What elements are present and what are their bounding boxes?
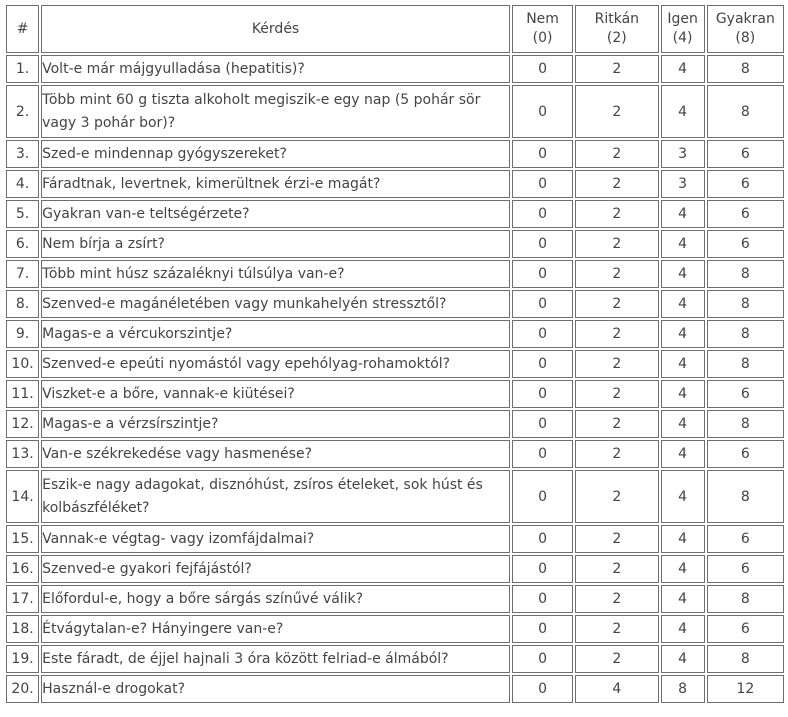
row-number: 19. <box>6 645 39 673</box>
table-row <box>6 410 784 438</box>
question-text: Szenved-e gyakori fejfájástól? <box>41 555 510 583</box>
score-nem: 0 <box>512 410 573 438</box>
table-header <box>6 5 784 53</box>
table-body <box>6 55 784 703</box>
score-ritkan: 2 <box>575 350 658 378</box>
score-ritkan: 2 <box>575 380 658 408</box>
score-igen: 4 <box>661 615 705 643</box>
row-number: 10. <box>6 350 39 378</box>
score-ritkan: 2 <box>575 440 658 468</box>
score-gyakran: 8 <box>707 585 784 613</box>
question-text: Használ-e drogokat? <box>41 675 510 703</box>
score-gyakran: 8 <box>707 260 784 288</box>
column-header-points: (4) <box>672 30 693 46</box>
score-igen: 4 <box>661 230 705 258</box>
score-ritkan: 2 <box>575 140 658 168</box>
row-number: 6. <box>6 230 39 258</box>
question-text: Volt-e már májgyulladása (hepatitis)? <box>41 55 510 83</box>
score-ritkan: 2 <box>575 525 658 553</box>
row-number: 8. <box>6 290 39 318</box>
question-text: Viszket-e a bőre, vannak-e kiütései? <box>41 380 510 408</box>
score-nem: 0 <box>512 85 573 138</box>
score-gyakran: 12 <box>707 675 784 703</box>
table-row <box>6 85 784 138</box>
score-ritkan: 2 <box>575 555 658 583</box>
score-gyakran: 6 <box>707 140 784 168</box>
score-nem: 0 <box>512 675 573 703</box>
score-ritkan: 2 <box>575 55 658 83</box>
score-igen: 4 <box>661 440 705 468</box>
score-igen: 4 <box>661 320 705 348</box>
question-text: Étvágytalan-e? Hányingere van-e? <box>41 615 510 643</box>
row-number: 4. <box>6 170 39 198</box>
score-ritkan: 2 <box>575 470 658 523</box>
question-text: Szenved-e magánéletében vagy munkahelyén stressztől? <box>41 290 510 318</box>
score-nem: 0 <box>512 615 573 643</box>
score-gyakran: 8 <box>707 320 784 348</box>
column-header-igen <box>661 5 705 53</box>
score-gyakran: 6 <box>707 200 784 228</box>
score-igen: 3 <box>661 140 705 168</box>
score-ritkan: 2 <box>575 410 658 438</box>
score-gyakran: 8 <box>707 85 784 138</box>
score-igen: 4 <box>661 585 705 613</box>
row-number: 7. <box>6 260 39 288</box>
table-row <box>6 645 784 673</box>
score-ritkan: 2 <box>575 230 658 258</box>
question-text: Eszik-e nagy adagokat, disznóhúst, zsíros ételeket, sok húst és kolbászféléket? <box>41 470 510 523</box>
row-number: 13. <box>6 440 39 468</box>
score-nem: 0 <box>512 55 573 83</box>
score-nem: 0 <box>512 380 573 408</box>
row-number: 20. <box>6 675 39 703</box>
table-row <box>6 350 784 378</box>
score-nem: 0 <box>512 440 573 468</box>
score-gyakran: 8 <box>707 55 784 83</box>
table-row <box>6 170 784 198</box>
question-text: Szenved-e epeúti nyomástól vagy epehólyag-rohamoktól? <box>41 350 510 378</box>
score-gyakran: 8 <box>707 470 784 523</box>
question-text: Előfordul-e, hogy a bőre sárgás színűvé válik? <box>41 585 510 613</box>
score-nem: 0 <box>512 320 573 348</box>
score-ritkan: 2 <box>575 290 658 318</box>
score-nem: 0 <box>512 140 573 168</box>
table-row <box>6 440 784 468</box>
row-number: 12. <box>6 410 39 438</box>
score-nem: 0 <box>512 585 573 613</box>
column-header-nem <box>512 5 573 53</box>
row-number: 11. <box>6 380 39 408</box>
table-row <box>6 200 784 228</box>
row-number: 3. <box>6 140 39 168</box>
question-text: Több mint húsz százaléknyi túlsúlya van-e? <box>41 260 510 288</box>
score-nem: 0 <box>512 200 573 228</box>
table-row <box>6 55 784 83</box>
header-row <box>6 5 784 53</box>
table-row <box>6 555 784 583</box>
score-gyakran: 6 <box>707 615 784 643</box>
score-gyakran: 6 <box>707 380 784 408</box>
score-igen: 4 <box>661 290 705 318</box>
score-ritkan: 2 <box>575 260 658 288</box>
row-number: 14. <box>6 470 39 523</box>
score-igen: 4 <box>661 85 705 138</box>
question-text: Magas-e a vércukorszintje? <box>41 320 510 348</box>
column-header-ritkan <box>575 5 658 53</box>
row-number: 2. <box>6 85 39 138</box>
table-row <box>6 320 784 348</box>
row-number: 5. <box>6 200 39 228</box>
score-ritkan: 2 <box>575 645 658 673</box>
score-igen: 4 <box>661 55 705 83</box>
score-gyakran: 6 <box>707 525 784 553</box>
score-ritkan: 2 <box>575 170 658 198</box>
question-text: Szed-e mindennap gyógyszereket? <box>41 140 510 168</box>
row-number: 15. <box>6 525 39 553</box>
score-nem: 0 <box>512 645 573 673</box>
question-text: Vannak-e végtag- vagy izomfájdalmai? <box>41 525 510 553</box>
score-igen: 4 <box>661 555 705 583</box>
column-header-points: (8) <box>735 30 756 46</box>
question-text: Este fáradt, de éjjel hajnali 3 óra között felriad-e álmából? <box>41 645 510 673</box>
row-number: 9. <box>6 320 39 348</box>
score-nem: 0 <box>512 470 573 523</box>
score-igen: 4 <box>661 200 705 228</box>
column-header-label: Igen <box>667 11 698 27</box>
score-gyakran: 8 <box>707 645 784 673</box>
score-gyakran: 6 <box>707 170 784 198</box>
score-gyakran: 8 <box>707 410 784 438</box>
row-number: 16. <box>6 555 39 583</box>
question-text: Több mint 60 g tiszta alkoholt megiszik-e egy nap (5 pohár sör vagy 3 pohár bor)? <box>41 85 510 138</box>
question-text: Magas-e a vérzsírszintje? <box>41 410 510 438</box>
score-igen: 4 <box>661 350 705 378</box>
score-nem: 0 <box>512 260 573 288</box>
table-row <box>6 675 784 703</box>
score-gyakran: 6 <box>707 555 784 583</box>
column-header-number: # <box>6 5 39 53</box>
question-text: Van-e székrekedése vagy hasmenése? <box>41 440 510 468</box>
score-ritkan: 4 <box>575 675 658 703</box>
score-igen: 4 <box>661 410 705 438</box>
score-nem: 0 <box>512 555 573 583</box>
table-row <box>6 380 784 408</box>
table-row <box>6 290 784 318</box>
score-ritkan: 2 <box>575 585 658 613</box>
table-row <box>6 140 784 168</box>
table-row <box>6 585 784 613</box>
score-ritkan: 2 <box>575 615 658 643</box>
questionnaire-table <box>4 3 786 705</box>
question-text: Gyakran van-e teltségérzete? <box>41 200 510 228</box>
table-row <box>6 470 784 523</box>
score-nem: 0 <box>512 230 573 258</box>
score-nem: 0 <box>512 170 573 198</box>
score-gyakran: 8 <box>707 290 784 318</box>
row-number: 18. <box>6 615 39 643</box>
score-ritkan: 2 <box>575 85 658 138</box>
score-ritkan: 2 <box>575 320 658 348</box>
score-gyakran: 6 <box>707 230 784 258</box>
column-header-label: Ritkán <box>594 11 640 27</box>
score-nem: 0 <box>512 525 573 553</box>
score-nem: 0 <box>512 290 573 318</box>
column-header-points: (0) <box>532 30 553 46</box>
question-text: Fáradtnak, levertnek, kimerültnek érzi-e magát? <box>41 170 510 198</box>
column-header-points: (2) <box>606 30 627 46</box>
score-igen: 4 <box>661 470 705 523</box>
table-row <box>6 525 784 553</box>
table-row <box>6 615 784 643</box>
row-number: 1. <box>6 55 39 83</box>
score-igen: 4 <box>661 260 705 288</box>
score-igen: 4 <box>661 645 705 673</box>
score-igen: 4 <box>661 525 705 553</box>
table-row <box>6 230 784 258</box>
score-ritkan: 2 <box>575 200 658 228</box>
score-igen: 3 <box>661 170 705 198</box>
question-text: Nem bírja a zsírt? <box>41 230 510 258</box>
column-header-question: Kérdés <box>41 5 510 53</box>
table-row <box>6 260 784 288</box>
column-header-gyakran <box>707 5 784 53</box>
column-header-label: Nem <box>526 11 559 27</box>
score-igen: 4 <box>661 380 705 408</box>
column-header-label: Gyakran <box>715 11 775 27</box>
score-igen: 8 <box>661 675 705 703</box>
score-gyakran: 6 <box>707 440 784 468</box>
score-nem: 0 <box>512 350 573 378</box>
row-number: 17. <box>6 585 39 613</box>
score-gyakran: 8 <box>707 350 784 378</box>
